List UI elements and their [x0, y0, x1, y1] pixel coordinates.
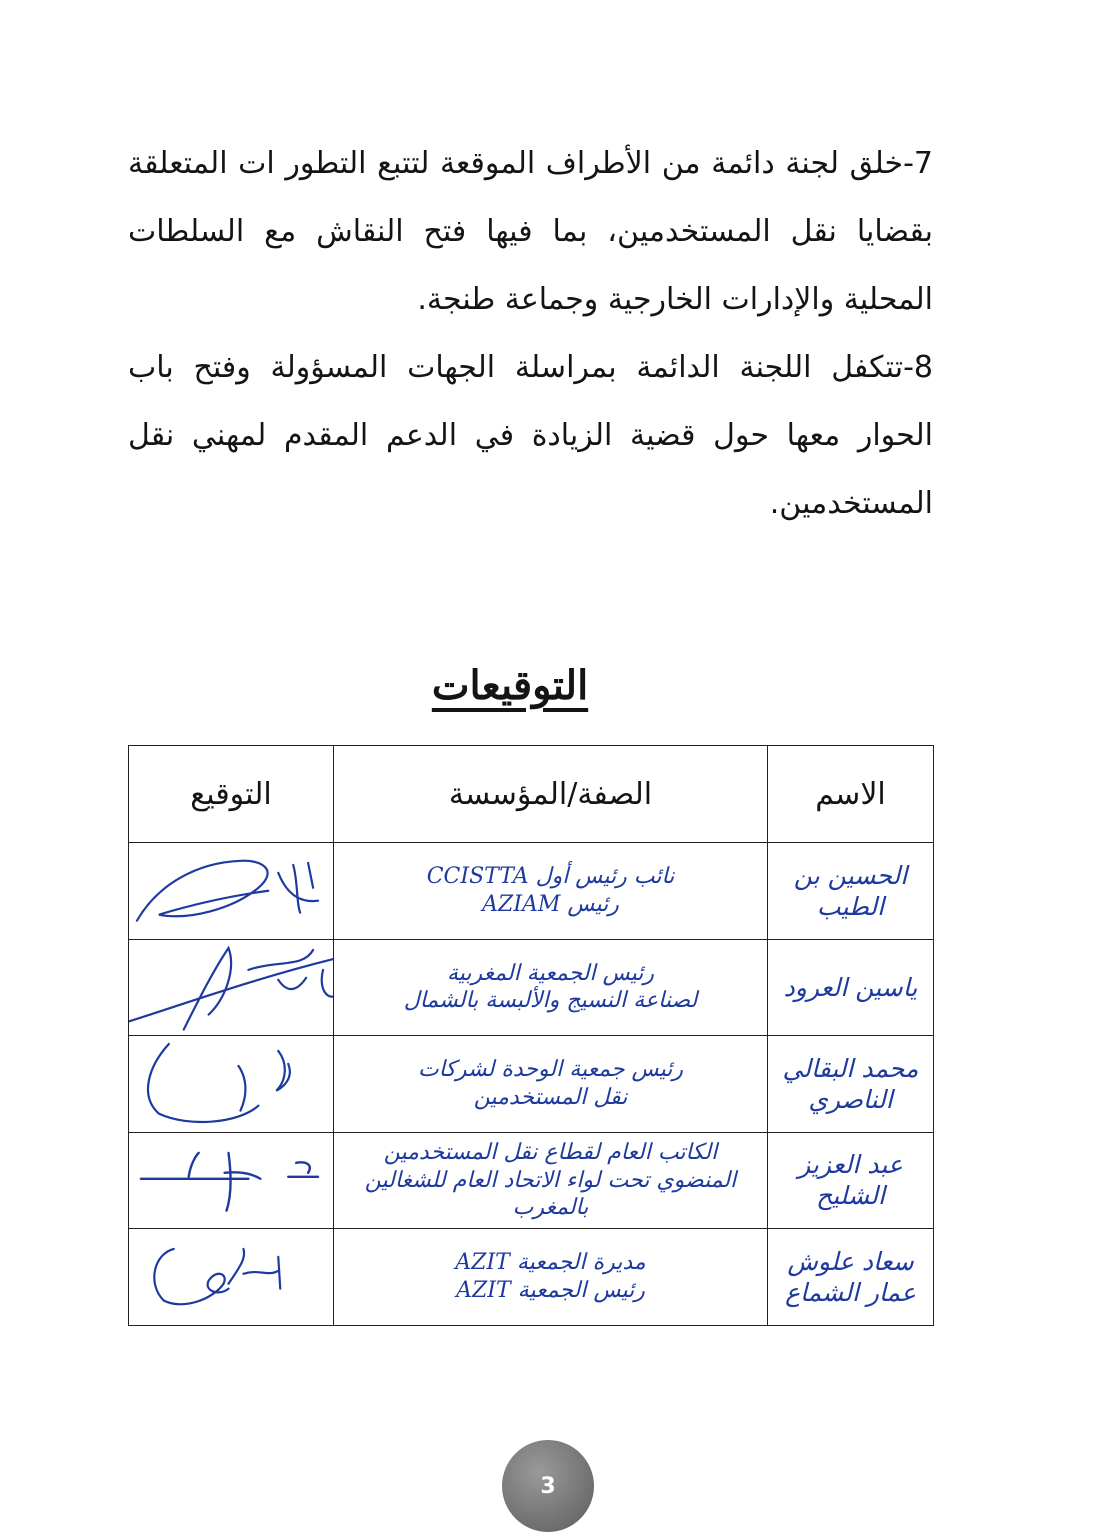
- header-signature: التوقيع: [129, 746, 334, 843]
- signature-cell: [129, 1132, 334, 1229]
- name-line: عبد العزيز الشليح: [798, 1150, 903, 1211]
- role-line: نائب رئيس أول CCISTTA: [426, 864, 675, 890]
- role-line: رئيس الجمعية المغربية: [446, 960, 655, 986]
- agreement-clauses: [128, 130, 933, 538]
- signatory-role: [334, 1229, 768, 1326]
- role-line: مديرة الجمعية AZIT: [455, 1250, 646, 1276]
- signatory-name: [768, 1036, 934, 1133]
- signatory-role: [334, 939, 768, 1036]
- table-row: [129, 939, 934, 1036]
- table-row: [129, 843, 934, 940]
- page-number-badge: [502, 1440, 594, 1532]
- signatory-name: [768, 1229, 934, 1326]
- name-line: سعاد علوش: [787, 1246, 914, 1276]
- role-line: لصناعة النسيج والألبسة بالشمال: [403, 988, 698, 1014]
- signature-cell: [129, 1036, 334, 1133]
- table-row: [129, 1132, 934, 1229]
- table-row: [129, 1229, 934, 1326]
- signatory-name: [768, 1132, 934, 1229]
- name-line: عمار الشماع: [785, 1277, 916, 1307]
- signatory-role: [334, 1132, 768, 1229]
- signature-cell: [129, 843, 334, 940]
- name-line: ياسين العرود: [783, 972, 918, 1002]
- page-number: 3: [540, 1473, 556, 1499]
- name-line: محمد البقالي الناصري: [782, 1053, 919, 1114]
- header-role: الصفة/المؤسسة: [334, 746, 768, 843]
- table-row: [129, 1036, 934, 1133]
- role-line: رئيس جمعية الوحدة لشركات: [418, 1057, 683, 1083]
- clause-text: خلق لجنة دائمة من الأطراف الموقعة لتتبع التطور ات المتعلقة بقضايا نقل المستخدمين، بما فيها فتح النقاش مع السلطات المحلية والإدارات الخارجية وجماعة طنجة.: [128, 146, 933, 317]
- handwritten-signature-4: [129, 1133, 333, 1229]
- signatures-title: التوقيعات: [431, 662, 589, 709]
- role-line: الكاتب العام لقطاع نقل المستخدمين: [383, 1140, 718, 1166]
- name-line: الحسين بن الطيب: [793, 860, 908, 921]
- signatures-header-row: [129, 746, 934, 843]
- clause-text: تتكفل اللجنة الدائمة بمراسلة الجهات المسؤولة وفتح باب الحوار معها حول قضية الزيادة في الدعم المقدم لمهني نقل المستخدمين.: [128, 350, 933, 521]
- handwritten-signature-2: [129, 940, 333, 1036]
- role-line: نقل المستخدمين: [473, 1084, 628, 1110]
- signatory-name: [768, 843, 934, 940]
- handwritten-signature-1: [129, 843, 333, 939]
- clause-number: 7-: [903, 146, 933, 181]
- handwritten-signature-3: [129, 1036, 333, 1132]
- header-name: الاسم: [768, 746, 934, 843]
- clause-8: [128, 334, 933, 538]
- signature-cell: [129, 1229, 334, 1326]
- signatory-role: [334, 1036, 768, 1133]
- signatures-table: [128, 745, 934, 1326]
- clause-number: 8-: [903, 350, 933, 385]
- role-line: رئيس الجمعية AZIT: [456, 1277, 645, 1303]
- clause-7: [128, 130, 933, 334]
- handwritten-signature-5: [129, 1229, 333, 1325]
- signatory-name: [768, 939, 934, 1036]
- role-line: رئيس AZIAM: [482, 891, 619, 917]
- signature-cell: [129, 939, 334, 1036]
- role-line: المنضوي تحت لواء الاتحاد العام للشغالين بالمغرب: [364, 1167, 737, 1221]
- signatory-role: [334, 843, 768, 940]
